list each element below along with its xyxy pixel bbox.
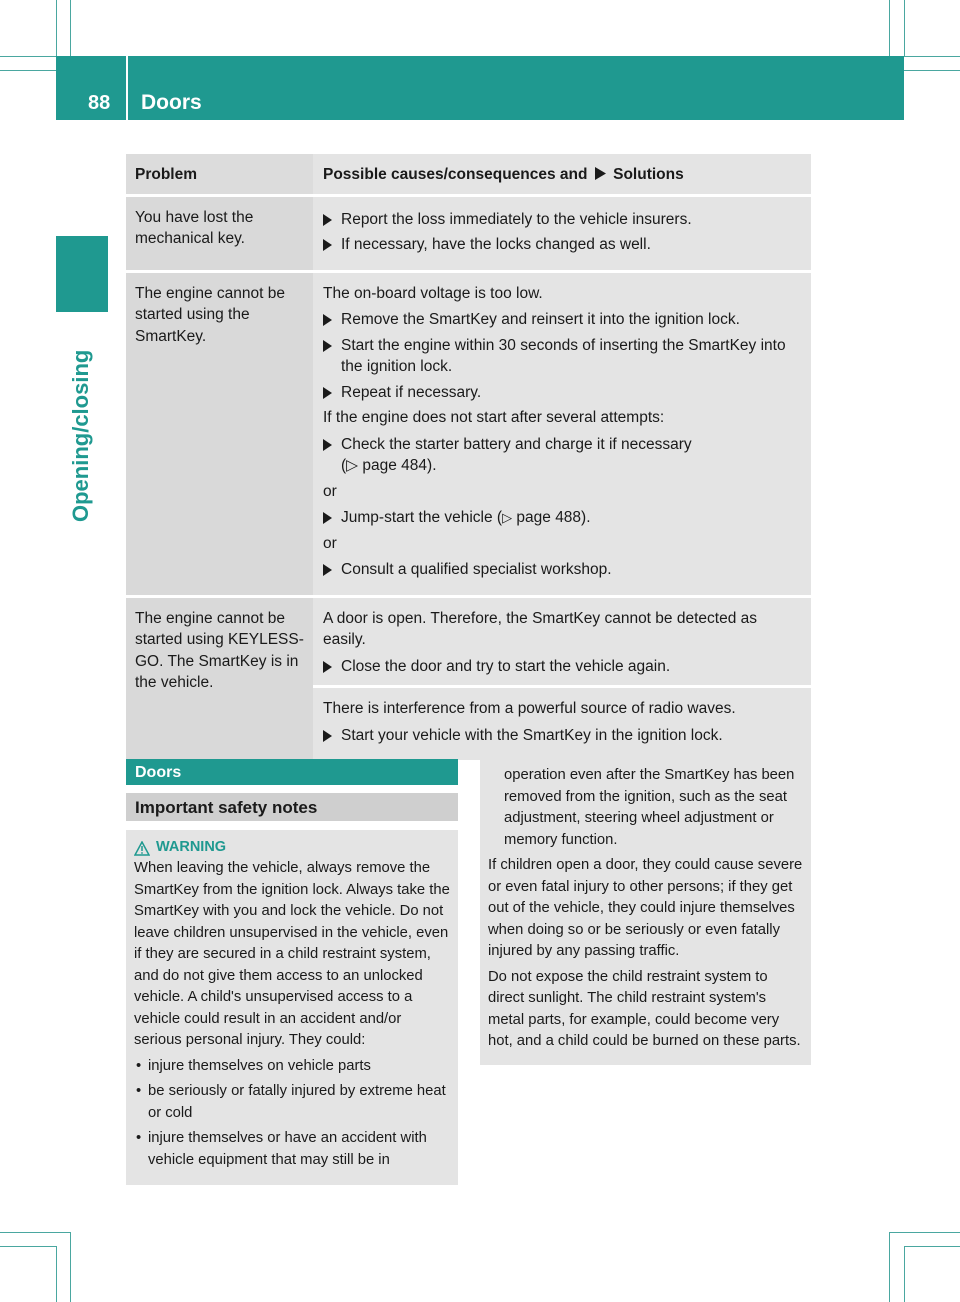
warning-box — [126, 830, 458, 1185]
list-item — [323, 507, 803, 529]
step-text: Check the starter battery and charge it if necessary — [341, 435, 692, 453]
arrow-icon — [323, 340, 332, 352]
cause-text: The on-board voltage is too low. — [323, 284, 543, 302]
table-row — [126, 273, 811, 595]
header-solutions-label: Solutions — [613, 166, 684, 183]
crop-mark — [0, 56, 56, 57]
step-text: Jump-start the vehicle ( — [341, 509, 503, 526]
crop-mark — [904, 0, 905, 56]
list-item — [323, 309, 803, 331]
step-text: Repeat if necessary. — [341, 383, 482, 401]
header-solutions-text: Possible causes/consequences and — [323, 166, 588, 183]
warning-text: When leaving the vehicle, always remove the SmartKey from the ignition lock. Always take the SmartKey with you and lock the vehicle. Do not leave children unsupervised in the vehicle, even if they are secured in a child restraint system, and do not give them access to an unlocked vehicle. A child's unsupervised access to a vehicle could result in an accident and/or serious personal injury. They could: — [134, 860, 450, 1048]
step-text: If necessary, have the locks changed as well. — [341, 236, 651, 253]
chapter-label — [56, 320, 108, 520]
section-title: Doors — [126, 759, 458, 785]
header-problem: Problem — [126, 154, 313, 194]
list-item — [323, 559, 803, 581]
cause-text: A door is open. Therefore, the SmartKey cannot be detected as easily. — [323, 609, 757, 648]
or-text: or — [323, 482, 337, 500]
page-number: 88 — [88, 92, 111, 114]
problem-cell: The engine cannot be started using KEYLESS-GO. The SmartKey is in the vehicle. — [126, 598, 313, 761]
table-row — [126, 197, 811, 270]
crop-mark — [904, 1246, 905, 1302]
crop-mark — [889, 1232, 960, 1233]
step-text: Remove the SmartKey and reinsert it into the ignition lock. — [341, 311, 740, 328]
arrow-icon — [323, 564, 332, 576]
table-row — [126, 598, 811, 761]
step-text: Start the engine within 30 seconds of inserting the SmartKey into the ignition lock. — [341, 336, 786, 375]
crop-mark — [904, 1246, 960, 1247]
arrow-icon — [323, 387, 332, 399]
arrow-icon — [323, 239, 332, 251]
arrow-icon — [323, 439, 332, 451]
list-item: • be seriously or fatally injured by extreme heat or cold — [134, 1081, 452, 1124]
list-item: • injure themselves or have an accident with vehicle equipment that may still be in — [134, 1128, 452, 1171]
page-ref-icon: ▷ — [502, 510, 513, 525]
crop-mark — [56, 0, 57, 56]
right-column — [480, 759, 811, 1065]
header-solutions — [313, 154, 811, 194]
arrow-icon — [323, 512, 332, 524]
arrow-icon — [323, 314, 332, 326]
list-item — [323, 209, 803, 231]
list-item — [323, 725, 803, 747]
solution-cell — [313, 598, 811, 761]
arrow-icon — [323, 730, 332, 742]
header-divider — [126, 56, 128, 120]
crop-mark — [0, 1232, 70, 1233]
problem-table — [126, 154, 811, 760]
crop-mark — [904, 56, 960, 57]
warning-icon — [134, 841, 150, 856]
list-item — [323, 382, 803, 404]
condition-text: If the engine does not start after several attempts: — [323, 409, 665, 426]
step-text: Report the loss immediately to the vehicle insurers. — [341, 210, 692, 228]
arrow-icon — [323, 214, 332, 226]
step-text: Consult a qualified specialist workshop. — [341, 561, 612, 578]
list-item — [323, 335, 803, 378]
arrow-icon — [595, 167, 606, 180]
warning-label: WARNING — [156, 839, 227, 856]
crop-mark — [0, 1246, 56, 1247]
page-title: Doors — [141, 91, 202, 114]
warning-header — [134, 838, 452, 858]
warning-text: If children open a door, they could cause severe or even fatal injury to other persons; if they get out of the vehicle, they could injure themselves when doing so or be seriously or even fatally injured by any passing traffic. — [488, 857, 803, 959]
warning-text: Do not expose the child restraint system to direct sunlight. The child restraint system's metal parts, for example, could become very hot, and a child could be burned on these parts. — [488, 968, 801, 1049]
crop-mark — [889, 1232, 890, 1302]
page-reference[interactable]: (▷ page 484). — [341, 457, 437, 474]
step-text: Close the door and try to start the vehicle again. — [341, 657, 671, 675]
crop-mark — [70, 1232, 71, 1302]
list-item — [323, 234, 803, 256]
solution-subcell — [313, 685, 811, 760]
warning-box-continued — [480, 759, 811, 1065]
arrow-icon — [323, 661, 332, 673]
list-item — [323, 656, 803, 678]
chapter-tab — [56, 236, 108, 312]
chapter-label-text: Opening/closing — [68, 349, 93, 522]
subsection-title: Important safety notes — [126, 793, 458, 821]
solution-cell — [313, 197, 811, 270]
or-text: or — [323, 534, 337, 552]
step-text: Start your vehicle with the SmartKey in the ignition lock. — [341, 726, 723, 744]
solution-cell — [313, 273, 811, 595]
table-header-row — [126, 154, 811, 194]
crop-mark — [56, 1246, 57, 1302]
warning-text: operation even after the SmartKey has been removed from the ignition, such as the seat adjustment, steering wheel adjustment or memory function. — [504, 767, 795, 848]
cause-text: There is interference from a powerful source of radio waves. — [323, 700, 736, 717]
list-item — [323, 434, 803, 477]
list-item: • injure themselves on vehicle parts — [134, 1056, 452, 1078]
left-column — [126, 759, 458, 1185]
problem-cell: You have lost the mechanical key. — [126, 197, 313, 270]
problem-cell: The engine cannot be started using the SmartKey. — [126, 273, 313, 595]
page-reference[interactable]: page 488). — [512, 509, 591, 526]
